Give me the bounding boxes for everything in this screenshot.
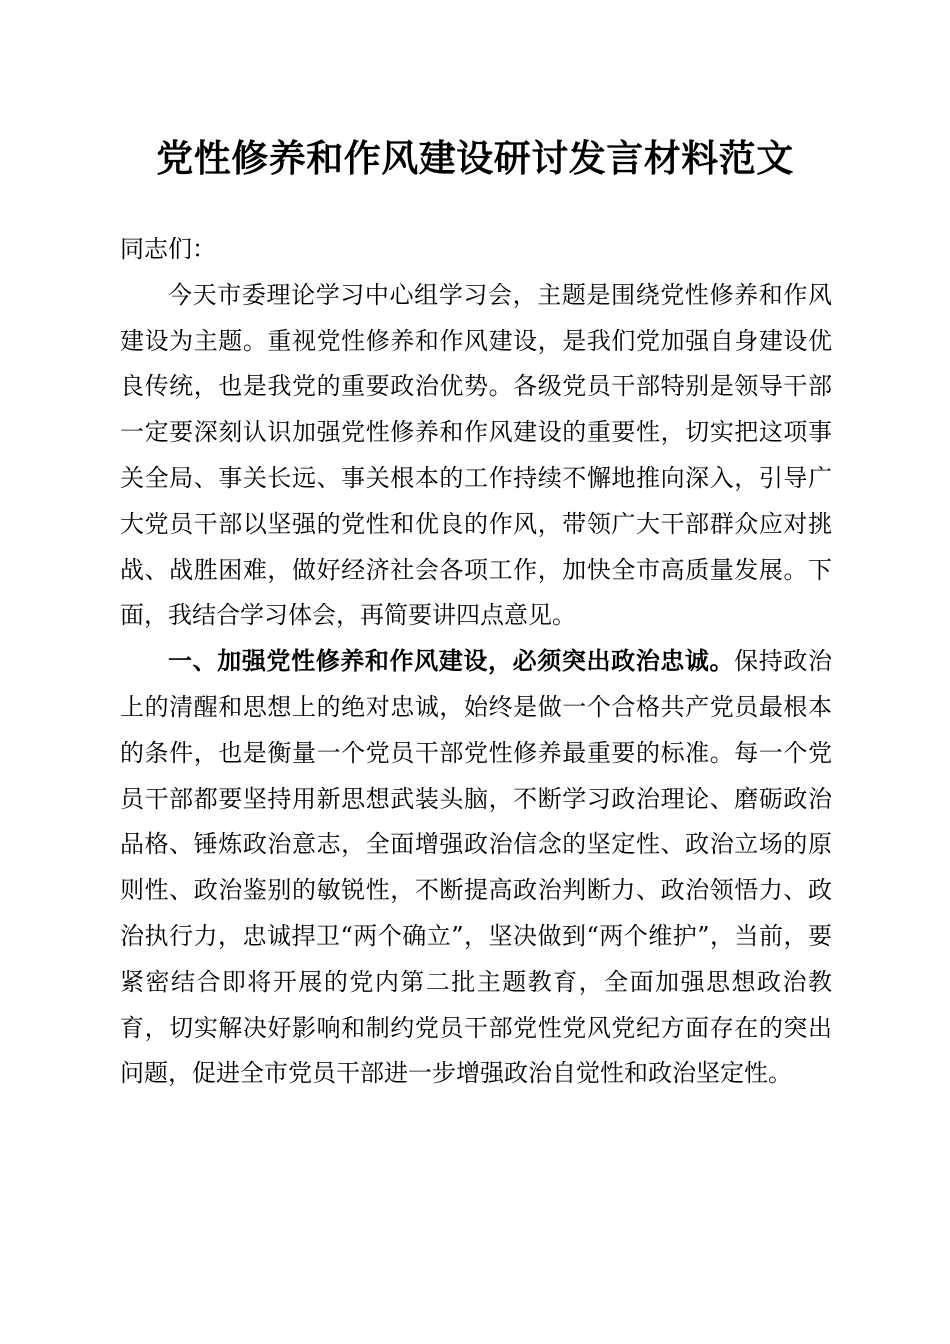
section-1-heading: 一、加强党性修养和作风建设，必须突出政治忠诚。 [168, 647, 735, 676]
section-1-body: 保持政治上的清醒和思想上的绝对忠诚，始终是做一个合格共产党员最根本的条件，也是衡量一个党员干部党性修养最重要的标准。每一个党员干部都要坚持用新思想武装头脑，不断学习政治理论、磨砺政治品格、锤炼政治意志，全面增强政治信念的坚定性、政治立场的原则性、政治鉴别的敏锐性，不断提高政治判断力、政治领悟力、政治执行力，忠诚捍卫“两个确立”，坚决做到“两个维护”，当前，要紧密结合即将开展的党内第二批主题教育，全面加强思想政治教育，切实解决好影响和制约党员干部党性党风党纪方面存在的突出问题，促进全市党员干部进一步增强政治自觉性和政治坚定性。 [120, 647, 833, 1088]
intro-paragraph: 今天市委理论学习中心组学习会，主题是围绕党性修养和作风建设为主题。重视党性修养和作风建设，是我们党加强自身建设优良传统，也是我党的重要政治优势。各级党员干部特别是领导干部一定要深刻认识加强党性修养和作风建设的重要性，切实把这项事关全局、事关长远、事关根本的工作持续不懈地推向深入，引导广大党员干部以坚强的党性和优良的作风，带领广大干部群众应对挑战、战胜困难，做好经济社会各项工作，加快全市高质量发展。下面，我结合学习体会，再简要讲四点意见。 [120, 280, 832, 630]
document-title: 党性修养和作风建设研讨发言材料范文 [156, 136, 794, 180]
salutation: 同志们： [120, 235, 216, 263]
document-body [120, 227, 832, 1097]
section-1-paragraph [120, 639, 832, 1097]
